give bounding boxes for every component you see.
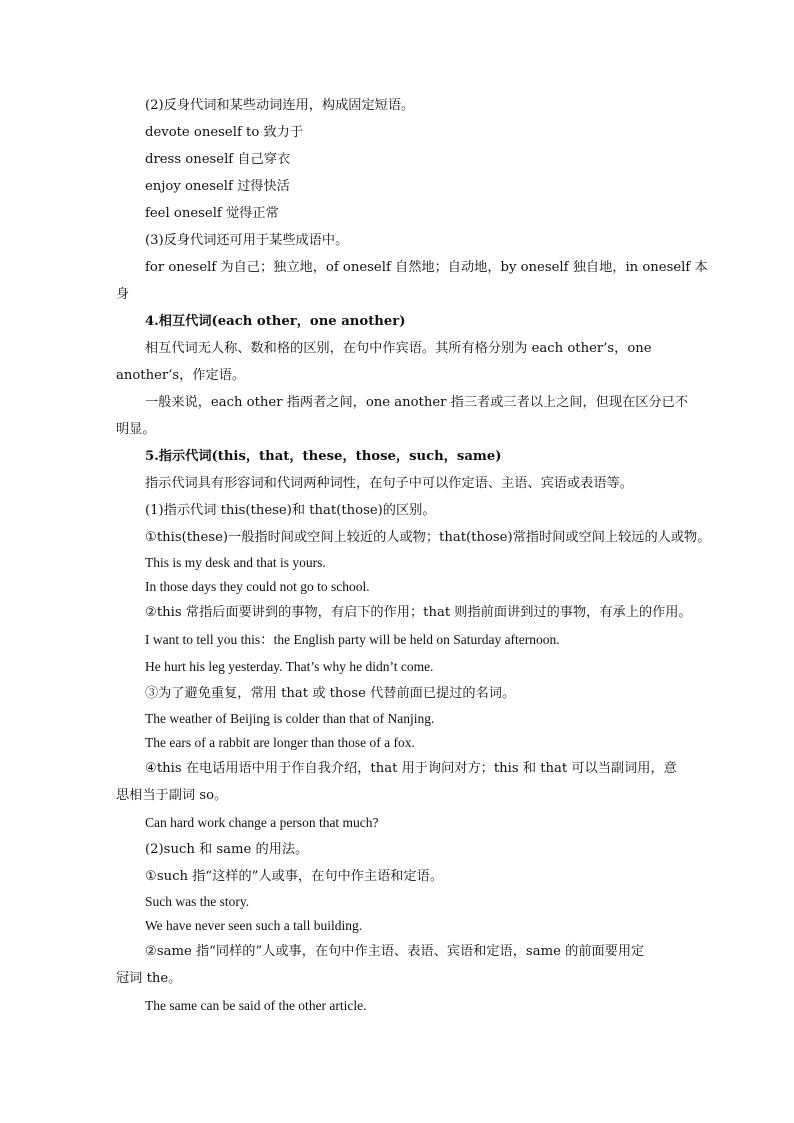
text-line: dress oneself 自己穿衣 bbox=[145, 152, 291, 167]
text-line: 思相当于副词 so。 bbox=[116, 788, 228, 803]
text-line: ①such 指“这样的”人或事，在句中作主语和定语。 bbox=[145, 869, 444, 884]
text-line: ②same 指“同样的”人或事，在句中作主语、表语、宾语和定语，same 的前面要用定 bbox=[145, 944, 645, 959]
text-line: 明显。 bbox=[116, 422, 156, 437]
text-line: enjoy oneself 过得快活 bbox=[145, 179, 290, 194]
text-line: ③为了避免重复，常用 that 或 those 代替前面已提过的名词。 bbox=[145, 686, 516, 701]
text-line: 身 bbox=[116, 287, 130, 302]
section-heading: 4.相互代词(each other，one another) bbox=[145, 314, 406, 329]
text-line: The weather of Beijing is colder than that of Nanjing. bbox=[145, 711, 435, 726]
text-line: He hurt his leg yesterday. That’s why he didn’t come. bbox=[145, 659, 434, 674]
text-line: 指示代词具有形容词和代词两种词性，在句子中可以作定语、主语、宾语或表语等。 bbox=[145, 476, 633, 491]
text-line: devote oneself to 致力于 bbox=[145, 125, 304, 140]
text-line: In those days they could not go to school. bbox=[145, 579, 370, 594]
text-line: (3)反身代词还可用于某些成语中。 bbox=[145, 233, 349, 248]
text-line: ①this(these)一般指时间或空间上较近的人或物；that(those)常指时间或空间上较远的人或物。 bbox=[145, 530, 711, 545]
text-line: We have never seen such a tall building. bbox=[145, 918, 363, 933]
text-line: Such was the story. bbox=[145, 894, 250, 909]
text-line: (2)反身代词和某些动词连用，构成固定短语。 bbox=[145, 98, 415, 113]
text-line: Can hard work change a person that much? bbox=[145, 815, 379, 830]
text-line: 冠词 the。 bbox=[116, 971, 182, 986]
text-line: The ears of a rabbit are longer than those of a fox. bbox=[145, 735, 415, 750]
text-line: 相互代词无人称、数和格的区别，在句中作宾语。其所有格分别为 each other’s，one bbox=[145, 341, 652, 356]
text-line: The same can be said of the other article. bbox=[145, 998, 367, 1013]
section-heading: 5.指示代词(this，that，these，those，such，same) bbox=[145, 449, 502, 464]
document-page bbox=[116, 92, 711, 1019]
text-line: another’s，作定语。 bbox=[116, 368, 246, 383]
text-line: ②this 常指后面要讲到的事物，有启下的作用；that 则指前面讲到过的事物，有承上的作用。 bbox=[145, 605, 692, 620]
text-line: 一般来说，each other 指两者之间，one another 指三者或三者以上之间，但现在区分已不 bbox=[145, 395, 689, 410]
text-line: ④this 在电话用语中用于作自我介绍，that 用于询问对方；this 和 that 可以当副词用，意 bbox=[145, 761, 677, 776]
text-line: (2)such 和 same 的用法。 bbox=[145, 842, 309, 857]
text-line: This is my desk and that is yours. bbox=[145, 555, 326, 570]
text-line: for oneself 为自己；独立地，of oneself 自然地；自动地，by oneself 独自地，in oneself 本 bbox=[145, 260, 708, 275]
text-line: I want to tell you this：the English party will be held on Saturday afternoon. bbox=[145, 632, 560, 647]
text-line: (1)指示代词 this(these)和 that(those)的区别。 bbox=[145, 503, 436, 518]
text-line: feel oneself 觉得正常 bbox=[145, 206, 279, 221]
